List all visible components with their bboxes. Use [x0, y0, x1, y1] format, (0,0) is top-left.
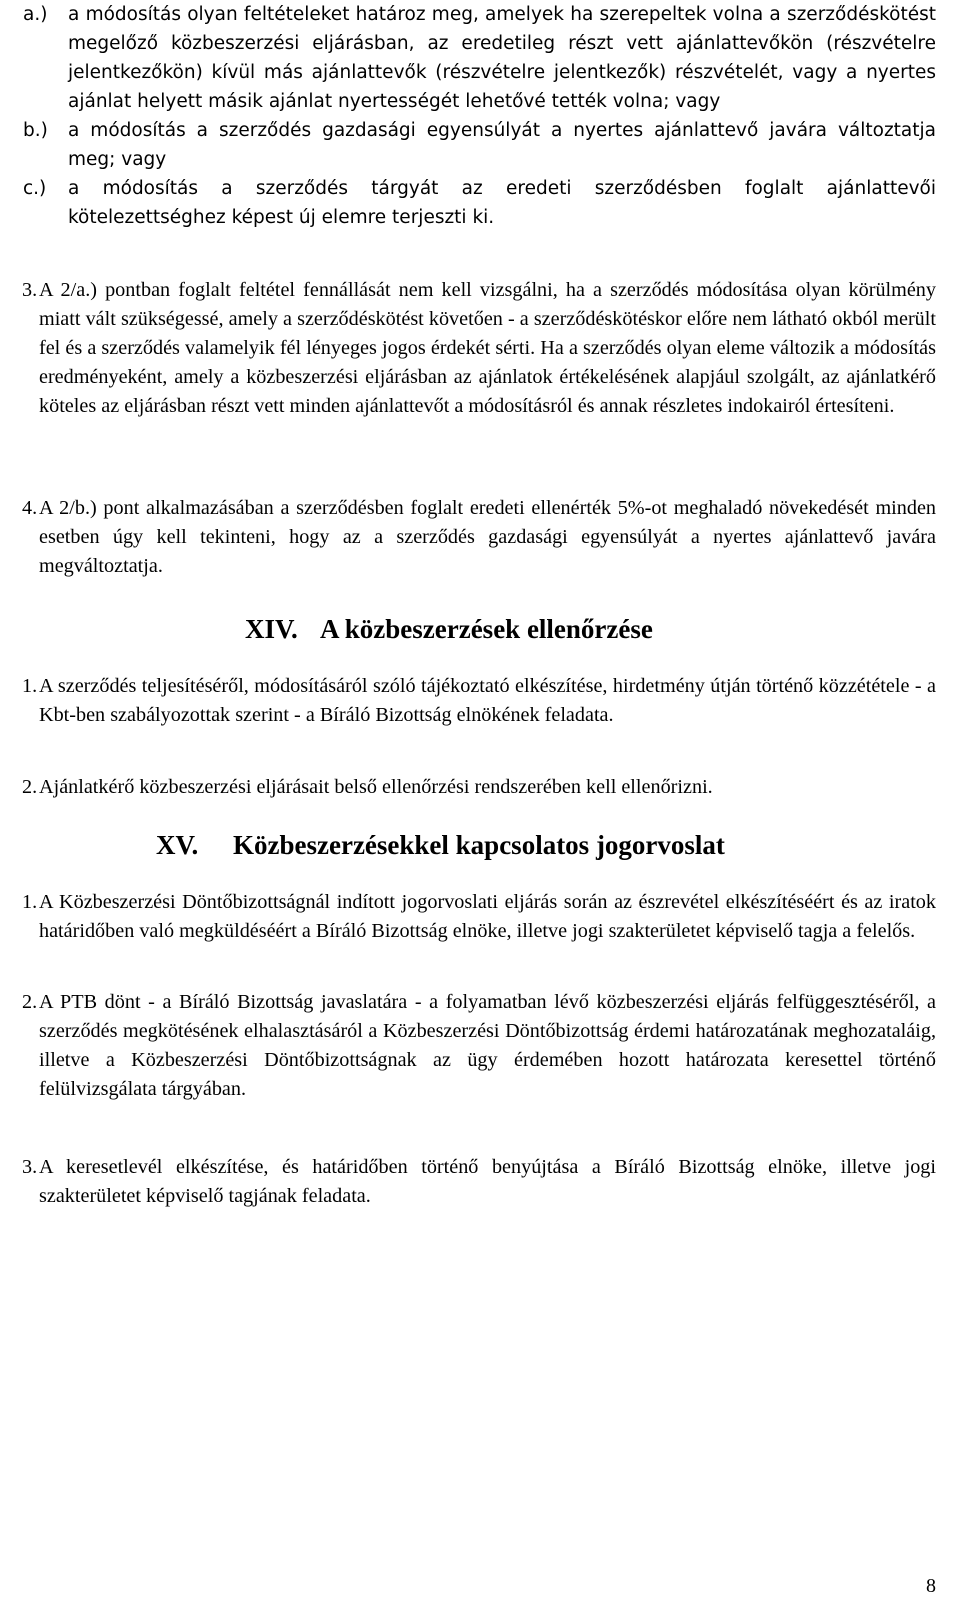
subitem-text: a módosítás a szerződés gazdasági egyensúlyát a nyertes ajánlattevő javára változtatja meg; vagy	[68, 120, 936, 170]
subitem-b	[0, 116, 960, 174]
paragraph-number: 2.	[22, 991, 38, 1013]
paragraph-xiv-1	[0, 672, 960, 730]
paragraph-text: A szerződés teljesítéséről, módosításáról szóló tájékoztató elkészítése, hirdetmény útján történő közzététele - a Kbt-ben szabályozottak szerint - a Bíráló Bizottság elnökének feladata.	[39, 675, 936, 726]
paragraph-text: Ajánlatkérő közbeszerzési eljárásait belső ellenőrzési rendszerében kell ellenőrizni.	[39, 776, 713, 798]
paragraph-text: A 2/b.) pont alkalmazásában a szerződésben foglalt eredeti ellenérték 5%-ot meghaladó növekedését minden esetben úgy kell tekinteni, hogy az a szerződés gazdasági egyensúlyát a nyertes ajánlattevő javára megváltoztatja.	[39, 497, 936, 577]
paragraph-text: A Közbeszerzési Döntőbizottságnál indított jogorvoslati eljárás során az észrevétel elkészítéséért és az iratok határidőben való megküldéséért a Bíráló Bizottság elnöke, illetve jogi szakterületet képviselő tagja a felelős.	[39, 891, 936, 942]
subitem-a	[0, 0, 960, 116]
subitem-label: b.)	[23, 120, 48, 141]
paragraph-text: A 2/a.) pontban foglalt feltétel fennállását nem kell vizsgálni, ha a szerződés módosítása olyan körülmény miatt vált szükségessé, amely a szerződéskötést követően - a szerződéskötéskor előre nem látható okból merült fel és a szerződés valamelyik fél lényeges jogos érdekét sérti. Ha a szerződés olyan eleme változik a módosítás eredményeként, amely a közbeszerzési eljárásban az ajánlatok értékelésének alapjául szolgált, az ajánlatkérő köteles az eljárásban részt vett minden ajánlattevőt a módosításról és annak részletes indokairól értesíteni.	[39, 279, 936, 417]
subitem-text: a módosítás a szerződés tárgyát az eredeti szerződésben foglalt ajánlattevői kötelezettséghez képest új elemre terjeszti ki.	[68, 178, 936, 228]
paragraph-xv-3	[0, 1153, 960, 1211]
paragraph-number: 1.	[22, 891, 38, 913]
section-title: A közbeszerzések ellenőrzése	[320, 614, 653, 644]
paragraph-xiv-2	[0, 773, 960, 802]
paragraph-number: 4.	[22, 497, 38, 519]
subitem-list	[0, 0, 960, 232]
section-number: XIV.	[245, 614, 298, 644]
paragraph-text: A PTB dönt - a Bíráló Bizottság javaslatára - a folyamatban lévő közbeszerzési eljárás felfüggesztéséről, a szerződés megkötésének elhalasztásáról a Közbeszerzési Döntőbizottság érdemi határozatának meghozataláig, illetve a Közbeszerzési Döntőbizottságnak az ügy érdemében hozott határozata keresettel történő felülvizsgálata tárgyában.	[39, 991, 936, 1100]
subitem-label: a.)	[23, 4, 48, 25]
subitem-label: c.)	[23, 178, 47, 199]
paragraph-3	[0, 276, 960, 421]
paragraph-text: A keresetlevél elkészítése, és határidőben történő benyújtása a Bíráló Bizottság elnöke, illetve jogi szakterületet képviselő tagjának feladata.	[39, 1156, 936, 1207]
section-title: Közbeszerzésekkel kapcsolatos jogorvoslat	[233, 830, 725, 860]
subitem-text: a módosítás olyan feltételeket határoz meg, amelyek ha szerepeltek volna a szerződéskötést megelőző közbeszerzési eljárásban, az eredetileg részt vett ajánlattevőkön (részvételre jelentkezőkön) kívül más ajánlattevők (részvételre jelentkezők) részvételét, vagy a nyertes ajánlat helyett másik ajánlat nyertességét lehetővé tették volna; vagy	[68, 4, 936, 112]
page-number: 8	[926, 1575, 936, 1597]
paragraph-number: 1.	[22, 675, 38, 697]
section-number: XV.	[156, 830, 199, 860]
paragraph-number: 3.	[22, 1156, 38, 1178]
paragraph-4	[0, 494, 960, 581]
subitem-c	[0, 174, 960, 232]
paragraph-number: 2.	[22, 776, 38, 798]
paragraph-xv-2	[0, 988, 960, 1104]
paragraph-number: 3.	[22, 279, 38, 301]
paragraph-xv-1	[0, 888, 960, 946]
